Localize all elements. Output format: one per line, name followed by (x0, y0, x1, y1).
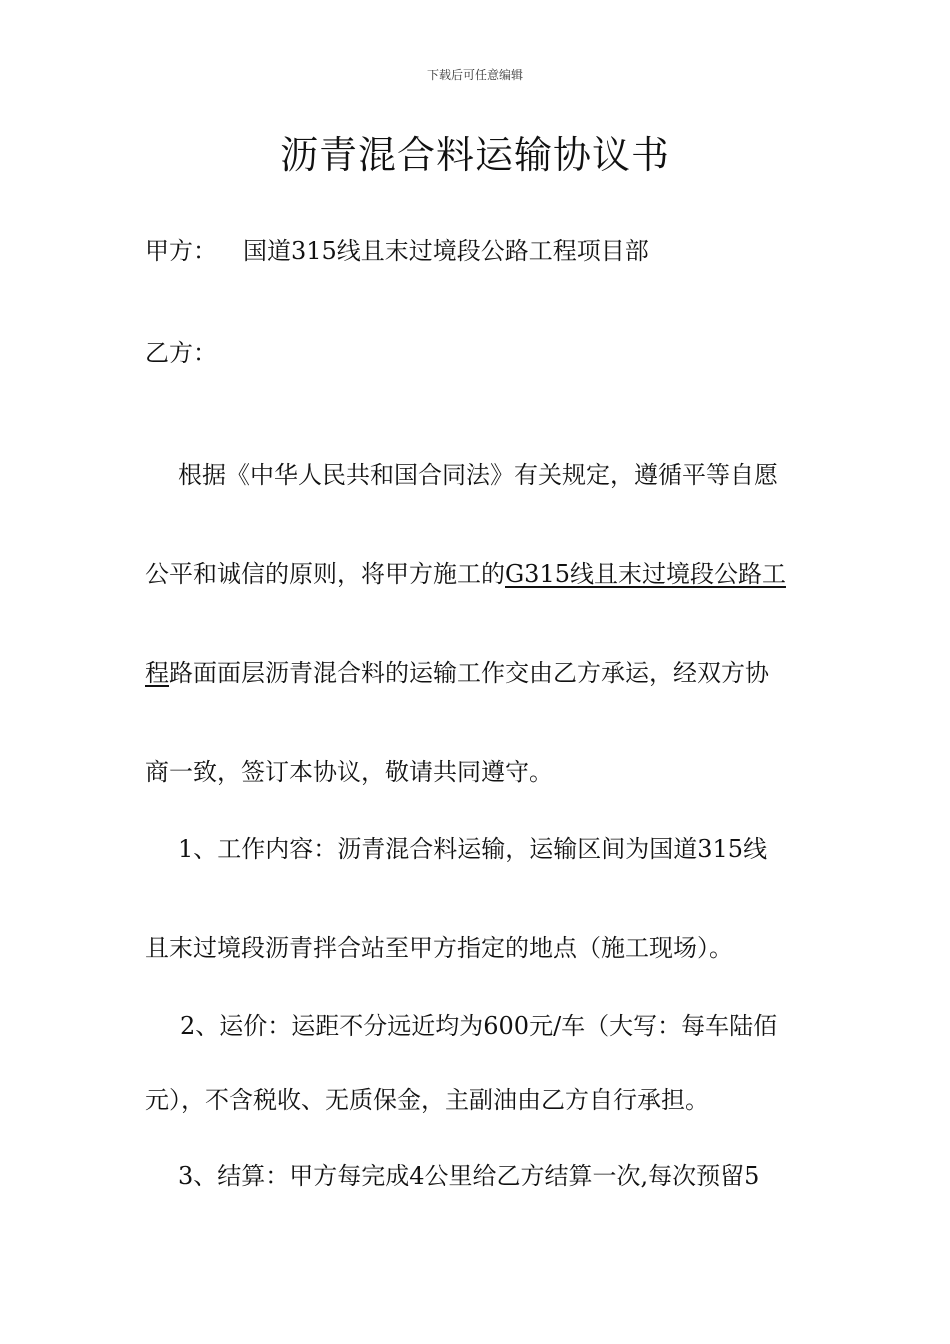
clause-3-line-1: 3、结算：甲方每完成4公里给乙方结算一次,每次预留5 (178, 1162, 760, 1190)
intro-line-4: 商一致，签订本协议，敬请共同遵守。 (145, 758, 553, 786)
intro-line-2-text: 公平和诚信的原则，将甲方施工的 (145, 560, 505, 588)
party-b-label: 乙方： (145, 339, 217, 367)
party-a-label: 甲方： (145, 237, 217, 265)
intro-line-2 (145, 557, 825, 591)
header-note: 下载后可任意编辑 (426, 68, 523, 82)
party-b-line (145, 336, 825, 370)
intro-line-1: 根据《中华人民共和国合同法》有关规定，遵循平等自愿 (178, 461, 778, 489)
intro-line-3 (145, 656, 825, 690)
clause-1-line-2: 且末过境段沥青拌合站至甲方指定的地点（施工现场）。 (145, 934, 733, 962)
project-name-underlined: G315线且末过境段公路工 (505, 560, 786, 588)
intro-line-3-text: 路面面层沥青混合料的运输工作交由乙方承运，经双方协 (169, 659, 769, 687)
clause-2-line-1: 2、运价：运距不分远近均为600元/车（大写：每车陆佰 (180, 1012, 778, 1040)
party-a-value: 国道315线且末过境段公路工程项目部 (243, 237, 649, 265)
document-title: 沥青混合料运输协议书 (279, 133, 670, 177)
clause-2-line-2: 元），不含税收、无质保金，主副油由乙方自行承担。 (145, 1086, 709, 1114)
party-a-line (145, 234, 825, 268)
clause-1-line-1: 1、工作内容：沥青混合料运输，运输区间为国道315线 (178, 835, 768, 863)
project-name-underlined-end: 程 (145, 659, 169, 687)
